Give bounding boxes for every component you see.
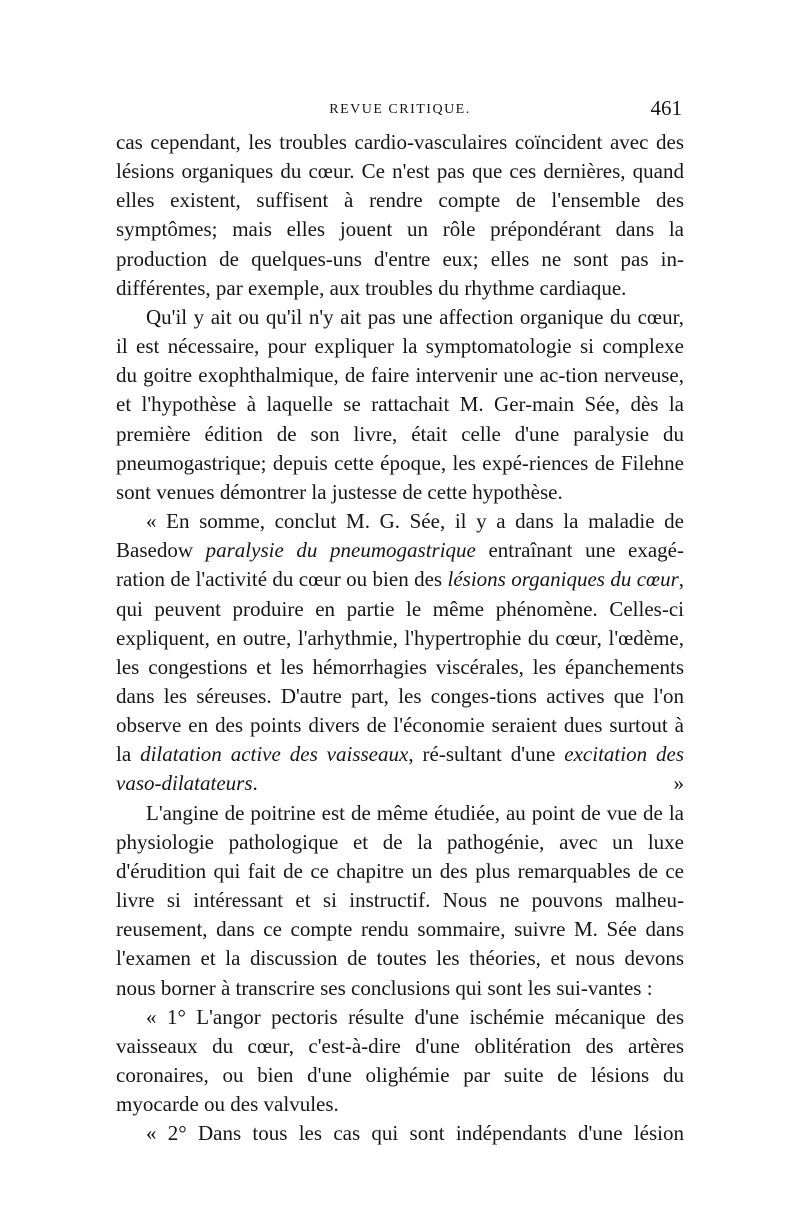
page-header [116,92,684,128]
body-text [116,128,684,1148]
paragraph-1: cas cependant, les troubles cardio-vasculaires coïncident avec des lésions organiques du cœur. Ce n'est pas que ces dernières, quand elles existent, suffisent à rendre compte de l'ensemble des symptômes; mais elles jouent un rôle prépondérant dans la production de quelques-uns d'entre eux; elles ne sont pas in-différentes, par exemple, aux troubles du rhythme cardiaque. [116,130,684,300]
paragraph-3-text: « En somme, conclut M. G. Sée, il y a dans la maladie de Basedow [116,509,684,563]
paragraph-2: Qu'il y ait ou qu'il n'y ait pas une affection organique du cœur, il est nécessaire, pour expliquer la symptomatologie si complexe du goitre exophthalmique, de faire intervenir une ac-tion nerveuse, et l'hypothèse à laquelle se rattachait M. Ger-main Sée, dès la première édition de son livre, était celle d'une paralysie du pneumogastrique; depuis cette époque, les expé-riences de Filehne sont venues démontrer la justesse de cette hypothèse. [116,304,684,504]
paragraph-3-text: . » [252,771,684,796]
italic-phrase-excitation: excitation des vaso-dilatateurs [116,742,685,796]
paragraph-3-text: entraînant une exagé-ration de l'activité du cœur ou bien des [116,538,684,592]
paragraph-3 [116,507,684,799]
italic-phrase-lesions: lésions organiques du cœur [447,567,679,592]
running-head: REVUE CRITIQUE. [329,102,471,117]
page-number: 461 [650,96,682,120]
paragraph-6: « 2° Dans tous les cas qui sont indépendants d'une lésion [146,1121,684,1146]
paragraph-4: L'angine de poitrine est de même étudiée, au point de vue de la physiologie pathologique et de la pathogénie, avec un luxe d'érudition qui fait de ce chapitre un des plus remarquables de ce livre si intéressant et si instructif. Nous ne pouvons malheu-reusement, dans ce compte rendu sommaire, suivre M. Sée dans l'examen et la discussion de toutes les théories, et nous devons nous borner à transcrire ses conclusions qui sont les sui-vantes : [116,800,684,1000]
document-page [116,92,684,1148]
italic-phrase-dilatation: dilatation active des vaisseaux [140,742,409,767]
paragraph-3-text: , qui peuvent produire en partie le même phénomène. Celles-ci expliquent, en outre, l'arhythmie, l'hypertrophie du cœur, l'œdème, les congestions et les hémorrhagies viscérales, les épanchements dans les séreuses. D'autre part, les conges-tions actives que l'on observe en des points divers de l'économie seraient dues surtout à la [116,567,684,767]
paragraph-5: « 1° L'angor pectoris résulte d'une ischémie mécanique des vaisseaux du cœur, c'est-à-dire d'une oblitération des artères coronaires, ou bien d'une olighémie par suite de lésions du myocarde ou des valvules. [116,1004,684,1117]
paragraph-3-text: , ré-sultant d'une [408,742,565,767]
italic-phrase-paralysie: paralysie du pneumogastrique [205,538,476,563]
